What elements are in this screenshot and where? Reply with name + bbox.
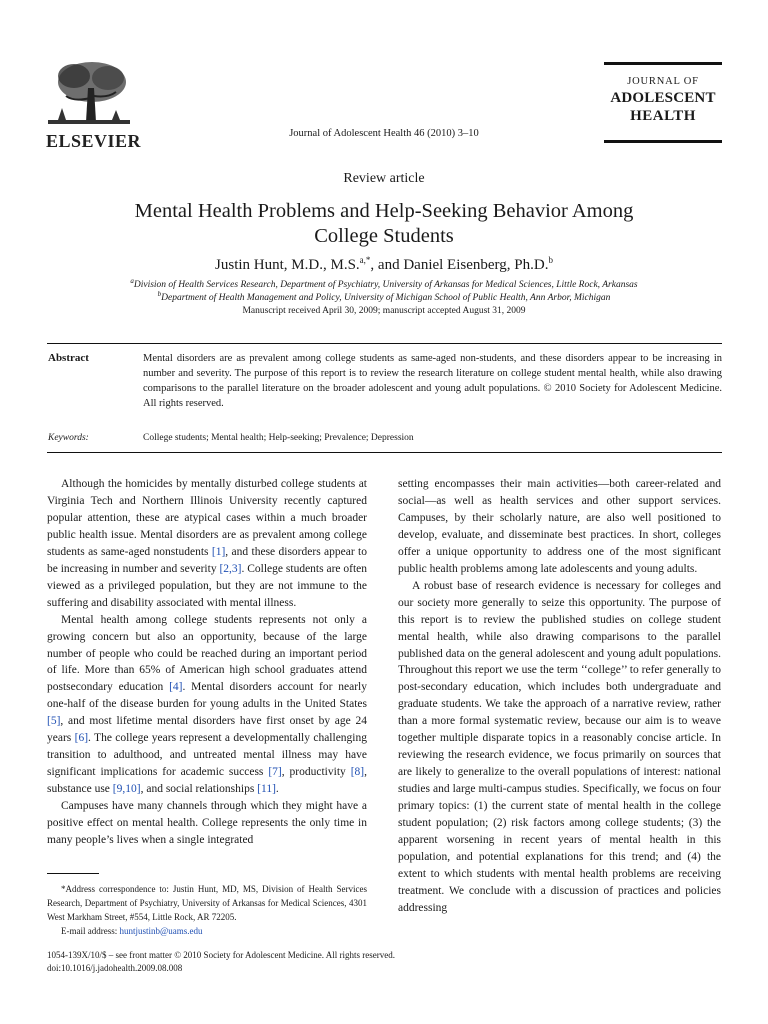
email-label: E-mail address: <box>61 926 120 936</box>
keywords-label: Keywords: <box>48 433 89 443</box>
front-matter-meta <box>47 949 395 975</box>
citation-link[interactable]: [11] <box>257 783 276 796</box>
text-run: . College students are often viewed as a privileged population, but they are not immune to the suffering and disability associated with mental illness. <box>47 562 368 609</box>
citation-link[interactable]: [5] <box>47 715 61 728</box>
author-1-affil: a,* <box>359 255 371 265</box>
footnote-address: *Address correspondence to: Justin Hunt, MD, MS, Division of Health Services Research, Department of Psychiatry, University of Arkansas for Medical Sciences, 4301 West Markham Street, #554, Little Rock, AR 72205. <box>47 884 367 922</box>
text-run: . Mental disorders account for nearly one-half of the disease burden for young adults in the United States <box>47 681 367 711</box>
abstract-text: Mental disorders are as prevalent among college students as same-aged non-students, and these disorders appear to be increasing in number and severity. The purpose of this report is to review the research literature on college student mental health, while also drawing comparisons to the parallel literature on the broader adolescent and young adult populations. © 2010 Society for Adolescent Medicine. All rights reserved. <box>143 353 722 409</box>
author-2: Daniel Eisenberg, Ph.D. <box>403 257 549 273</box>
citation-link[interactable]: [1] <box>211 545 226 558</box>
journal-citation: Journal of Adolescent Health 46 (2010) 3–10 <box>289 128 479 139</box>
paragraph <box>47 476 367 612</box>
citation-link[interactable]: [6] <box>74 732 89 745</box>
text-run: , productivity <box>281 766 351 779</box>
footnote-rule <box>47 873 99 874</box>
correspondence-footnote <box>47 882 367 938</box>
paragraph: A robust base of research evidence is necessary for colleges and our society more generally to seize this opportunity. The purpose of this report is to review the published studies on college student mental health, while also drawing comparisons to the parallel published data on the general adolescent and young adult populations. Throughout this report we use the term ‘‘college’’ to refer generally to post-secondary education, which includes both undergraduate and graduate students. We take the approach of a narrative review, rather than a more formal systematic review, because our aim is to weave together multiple disparate topics in a reasonably concise article. In reviewing the research evidence, we focus primarily on sources that are likely to generalize to the overall populations of interest: national studies and large multi-campus studies. Specifically, we focus on four primary topics: (1) the current state of mental health in the college student population; (2) risk factors among college students; (3) the apparent worsening in recent years of mental health in this population, and potential explanations for this trend; and (4) the extent to which students with mental health problems are receiving treatment. We conclude with a discussion of practices and policies addressing <box>398 579 721 914</box>
footnote-email-line <box>47 924 367 938</box>
text-run: , and these disorders appear to be increasing in number and severity <box>47 545 368 575</box>
author-2-affil: b <box>548 255 553 265</box>
keywords-text: College students; Mental health; Help-seeking; Prevalence; Depression <box>143 433 414 443</box>
copyright-line: 1054-139X/10/$ – see front matter © 2010 Society for Adolescent Medicine. All rights reserved. <box>47 950 396 960</box>
abstract-bottom-rule <box>47 452 722 453</box>
text-run: , and most lifetime mental disorders have first onset by age 24 years <box>47 715 367 745</box>
body-column-right <box>398 476 721 917</box>
journal-logo-line3: HEALTH <box>630 108 696 124</box>
affiliation-a-text: Division of Health Services Research, Department of Psychiatry, University of Arkansas for Medical Sciences, Little Rock, Arkansas <box>133 280 638 291</box>
author-separator: , and <box>370 257 404 273</box>
affiliation-a <box>0 277 768 290</box>
publisher-name: ELSEVIER <box>46 131 142 151</box>
citation-link[interactable]: [4] <box>169 681 183 694</box>
title-line1: Mental Health Problems and Help-Seeking Behavior Among <box>134 200 634 222</box>
doi-link[interactable]: doi:10.1016/j.jadohealth.2009.08.008 <box>47 963 183 973</box>
citation-link[interactable]: [2,3] <box>219 562 242 575</box>
manuscript-dates: Manuscript received April 30, 2009; manuscript accepted August 31, 2009 <box>242 306 526 316</box>
paragraph <box>47 612 367 798</box>
affiliation-b-mark: b <box>157 290 162 298</box>
author-list <box>0 255 768 274</box>
journal-logo-line1: JOURNAL OF <box>627 76 699 87</box>
text-run: Mental health among college students represents not only a growing concern but also an opportunity, because of the large number of people who could be reached during an important period of life. More than 65% of American high school graduates attend postsecondary education <box>47 613 367 694</box>
text-run: Although the homicides by mentally disturbed college students at Virginia Tech and Northern Illinois University recently captured popular attention, these are atypical cases within a much broader public health issue. Mental disorders are as prevalent among college students as same-aged nonstudents <box>47 478 367 558</box>
email-link[interactable]: huntjustinb@uams.edu <box>119 926 203 936</box>
text-run: . The college years represent a developmentally challenging transition to adulthood, and untreated mental illness may have significant implications for academic success <box>47 732 367 779</box>
citation-link[interactable]: [9,10] <box>112 783 141 796</box>
text-run: . <box>275 783 279 796</box>
paragraph: setting encompasses their main activities—both career-related and social—as well as health services and other support services. Campuses, by their scholarly nature, are also well positioned to develop, evaluate, and disseminate best practices. In short, colleges offer a unique opportunity to address one of the most significant public health problems among late adolescents and young adults. <box>398 478 721 575</box>
article-type: Review article <box>343 171 425 186</box>
article-title <box>60 199 708 249</box>
body-column-left <box>47 476 367 849</box>
citation-link[interactable]: [7] <box>268 766 282 779</box>
abstract-top-rule <box>47 343 722 344</box>
citation-link[interactable]: [8] <box>350 766 365 779</box>
journal-logo-line2: ADOLESCENT <box>610 90 716 106</box>
affiliation-a-mark: a <box>130 277 134 285</box>
text-run: , substance use <box>47 766 367 796</box>
title-line2: College Students <box>314 225 454 247</box>
affiliation-b-text: Department of Health Management and Policy, University of Michigan School of Public Health, Ann Arbor, Michigan <box>161 293 611 304</box>
author-1: Justin Hunt, M.D., M.S. <box>215 257 360 273</box>
affiliation-b <box>0 290 768 303</box>
abstract-label: Abstract <box>48 352 89 364</box>
paragraph: Campuses have many channels through which they might have a positive effect on mental health. College represents the only time in many people’s lives when a single integrated <box>47 800 367 847</box>
text-run: , and social relationships <box>140 783 258 796</box>
